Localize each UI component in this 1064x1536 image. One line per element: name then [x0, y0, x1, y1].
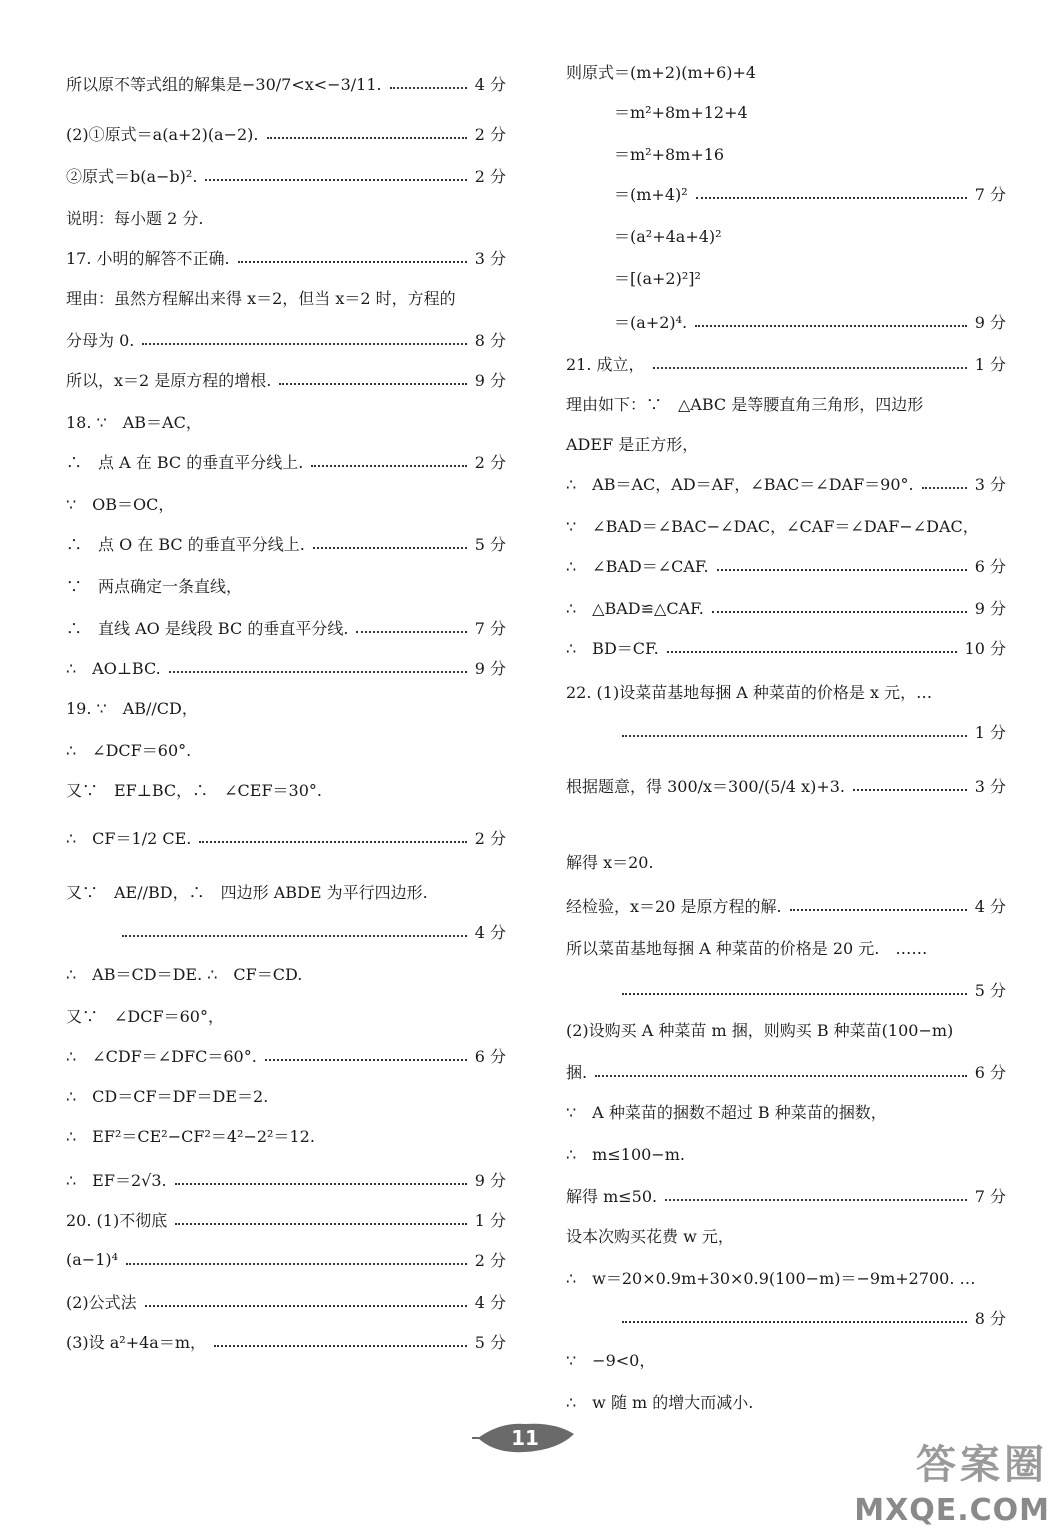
- answer-text: (2)①原式＝a(a+2)(a−2).: [66, 124, 259, 144]
- dot-leader: [279, 383, 466, 385]
- dot-leader: [790, 909, 967, 911]
- score: 9 分: [974, 598, 1006, 618]
- answer-text: ADEF 是正方形，: [566, 434, 699, 454]
- dot-leader: [622, 735, 967, 737]
- answer-text: ∴ AB＝AC，AD＝AF，∠BAC＝∠DAF＝90°.: [566, 474, 914, 494]
- answer-line: [66, 652, 506, 682]
- score: 6 分: [474, 1046, 506, 1066]
- answer-text: ∴ CF＝1/2 CE.: [66, 828, 192, 848]
- answer-text: ＝(a+2)⁴.: [614, 312, 688, 332]
- answer-text: 经检验，x＝20 是原方程的解.: [566, 896, 782, 916]
- answer-line: [66, 1286, 506, 1316]
- watermark-url: MXQE.COM: [854, 1493, 1050, 1528]
- answer-line: [566, 632, 1006, 662]
- score: 5 分: [474, 534, 506, 554]
- answer-text: ∴ AB＝CD＝DE. ∴ CF＝CD.: [66, 964, 303, 984]
- score: 7 分: [974, 1186, 1006, 1206]
- answer-text: ∴ BD＝CF.: [566, 638, 659, 658]
- page-number: 11: [511, 1426, 539, 1450]
- answer-text: 所以菜苗基地每捆 A 种菜苗的价格是 20 元. ……: [566, 938, 928, 958]
- dot-leader: [267, 137, 467, 139]
- answer-line: [566, 96, 1006, 126]
- answer-line: [566, 716, 1006, 746]
- answer-text: 设本次购买花费 w 元，: [566, 1226, 734, 1246]
- answer-line: [566, 510, 1006, 540]
- dot-leader: [622, 1321, 967, 1323]
- answer-line: [66, 612, 506, 642]
- dot-leader: [595, 1075, 967, 1077]
- dot-leader: [313, 547, 467, 549]
- answer-line: [66, 734, 506, 764]
- answer-text: ∴ w＝20×0.9m+30×0.9(100−m)＝−9m+2700. …: [566, 1268, 976, 1288]
- answer-line: [566, 178, 1006, 208]
- answer-line: [566, 1096, 1006, 1126]
- score: 5 分: [974, 980, 1006, 1000]
- score: 1 分: [474, 1210, 506, 1230]
- answer-line: [566, 550, 1006, 580]
- score: 10 分: [964, 638, 1006, 658]
- answer-line: [566, 1056, 1006, 1086]
- answer-text: ∴ 直线 AO 是线段 BC 的垂直平分线.: [66, 618, 349, 638]
- score: 2 分: [474, 166, 506, 186]
- answer-text: ＝(m+4)²: [614, 184, 688, 204]
- score: 3 分: [974, 776, 1006, 796]
- answer-text: 又∵ EF⊥BC，∴ ∠CEF＝30°.: [66, 780, 323, 800]
- answer-text: 理由：虽然方程解出来得 x＝2，但当 x＝2 时，方程的: [66, 288, 456, 308]
- answer-line: [566, 770, 1006, 800]
- answer-line: [66, 282, 506, 312]
- answer-line: [566, 1014, 1006, 1044]
- answer-text: ＝m²+8m+12+4: [614, 102, 748, 122]
- answer-line: [566, 138, 1006, 168]
- answer-text: 理由如下：∵ △ABC 是等腰直角三角形，四边形: [566, 394, 924, 414]
- dot-leader: [622, 993, 967, 995]
- answer-line: [566, 388, 1006, 418]
- answer-line: [66, 118, 506, 148]
- answer-line: [566, 974, 1006, 1004]
- dot-leader: [717, 569, 967, 571]
- answer-line: [566, 306, 1006, 336]
- answer-line: [566, 428, 1006, 458]
- answer-line: [566, 592, 1006, 622]
- answer-line: [566, 1180, 1006, 1210]
- answer-line: [66, 916, 506, 946]
- dot-leader: [265, 1059, 467, 1061]
- answer-text: 22. (1)设菜苗基地每捆 A 种菜苗的价格是 x 元，…: [566, 682, 933, 702]
- answer-text: ∴ w 随 m 的增大而减小.: [566, 1392, 754, 1412]
- answer-text: 20. (1)不彻底: [66, 1210, 168, 1230]
- answer-line: [66, 1164, 506, 1194]
- answer-line: [66, 488, 506, 518]
- dot-leader: [205, 179, 466, 181]
- answer-text: ∵ A 种菜苗的捆数不超过 B 种菜苗的捆数，: [566, 1102, 887, 1122]
- score: 9 分: [474, 370, 506, 390]
- answer-line: [566, 56, 1006, 86]
- answer-line: [66, 446, 506, 476]
- score: 2 分: [474, 124, 506, 144]
- answer-line: [566, 1386, 1006, 1416]
- answer-line: [66, 876, 506, 906]
- dot-leader: [695, 325, 967, 327]
- dot-leader: [665, 1199, 967, 1201]
- answer-text: ∴ 点 O 在 BC 的垂直平分线上.: [66, 534, 305, 554]
- score: 3 分: [474, 248, 506, 268]
- answer-text: 所以，x＝2 是原方程的增根.: [66, 370, 272, 390]
- score: 2 分: [474, 452, 506, 472]
- answer-text: ∴ △BAD≌△CAF.: [566, 598, 704, 618]
- score: 1 分: [974, 354, 1006, 374]
- dot-leader: [122, 935, 467, 937]
- answer-line: [66, 958, 506, 988]
- answer-text: 根据题意，得 300/x＝300/(5/4 x)+3.: [566, 776, 845, 796]
- answer-line: [566, 890, 1006, 920]
- dot-leader: [653, 367, 967, 369]
- answer-line: [566, 1344, 1006, 1374]
- answer-line: [566, 348, 1006, 378]
- answer-text: (2)设购买 A 种菜苗 m 捆，则购买 B 种菜苗(100−m): [566, 1020, 954, 1040]
- answer-line: [66, 528, 506, 558]
- answer-text: ∴ AO⊥BC.: [66, 658, 161, 678]
- answer-text: 21. 成立，: [566, 354, 645, 374]
- answer-text: 19. ∵ AB//CD，: [66, 698, 198, 718]
- answer-line: [66, 68, 506, 98]
- answer-line: [66, 202, 506, 232]
- score: 9 分: [474, 658, 506, 678]
- dot-leader: [853, 789, 967, 791]
- dot-leader: [238, 261, 467, 263]
- answer-line: [66, 1120, 506, 1150]
- answer-line: [566, 1262, 1006, 1292]
- answer-text: ∵ OB＝OC，: [66, 494, 175, 514]
- watermark-logo-text: 答案圈: [916, 1442, 1048, 1488]
- answer-line: [566, 1302, 1006, 1332]
- answer-line: [66, 1244, 506, 1274]
- score: 7 分: [474, 618, 506, 638]
- dot-leader: [390, 87, 467, 89]
- answer-text: 说明：每小题 2 分.: [66, 208, 204, 228]
- answer-line: [66, 324, 506, 354]
- answer-text: ∴ ∠CDF＝∠DFC＝60°.: [66, 1046, 257, 1066]
- score: 4 分: [474, 1292, 506, 1312]
- score: 8 分: [474, 330, 506, 350]
- dot-leader: [214, 1345, 467, 1347]
- answer-line: [66, 1000, 506, 1030]
- answer-line: [566, 220, 1006, 250]
- score: 2 分: [474, 1250, 506, 1270]
- score: 6 分: [974, 1062, 1006, 1082]
- answer-text: ②原式＝b(a−b)².: [66, 166, 198, 186]
- answer-line: [566, 1220, 1006, 1250]
- score: 9 分: [474, 1170, 506, 1190]
- answer-text: ∴ ∠DCF＝60°.: [66, 740, 192, 760]
- answer-line: [66, 1204, 506, 1234]
- score: 2 分: [474, 828, 506, 848]
- answer-text: 解得 x＝20.: [566, 852, 654, 872]
- answer-text: ∵ −9<0，: [566, 1350, 656, 1370]
- score: 6 分: [974, 556, 1006, 576]
- answer-text: 又∵ AE//BD，∴ 四边形 ABDE 为平行四边形.: [66, 882, 428, 902]
- answer-text: 捆.: [566, 1062, 588, 1082]
- answer-line: [66, 406, 506, 436]
- answer-line: [566, 1138, 1006, 1168]
- score: 4 分: [474, 74, 506, 94]
- dot-leader: [696, 197, 967, 199]
- answer-line: [66, 160, 506, 190]
- score: 9 分: [974, 312, 1006, 332]
- answer-line: [66, 570, 506, 600]
- answer-line: [66, 822, 506, 852]
- answer-text: (3)设 a²+4a＝m，: [66, 1332, 207, 1352]
- answer-text: ＝(a²+4a+4)²: [614, 226, 722, 246]
- answer-text: ∵ ∠BAD＝∠BAC−∠DAC，∠CAF＝∠DAF−∠DAC，: [566, 516, 979, 536]
- answer-line: [566, 676, 1006, 706]
- answer-line: [566, 262, 1006, 292]
- dot-leader: [667, 651, 957, 653]
- answer-text: ∴ EF²＝CE²−CF²＝4²−2²＝12.: [66, 1126, 315, 1146]
- answer-line: [66, 364, 506, 394]
- answer-text: 则原式＝(m+2)(m+6)+4: [566, 62, 757, 82]
- answer-text: ＝m²+8m+16: [614, 144, 725, 164]
- score: 5 分: [474, 1332, 506, 1352]
- answer-line: [66, 1040, 506, 1070]
- dot-leader: [126, 1263, 467, 1265]
- answer-text: 18. ∵ AB＝AC，: [66, 412, 202, 432]
- dot-leader: [356, 631, 466, 633]
- dot-leader: [311, 465, 466, 467]
- answer-text: ∴ m≤100−m.: [566, 1144, 685, 1164]
- answer-text: (2)公式法: [66, 1292, 137, 1312]
- dot-leader: [142, 343, 466, 345]
- score: 4 分: [974, 896, 1006, 916]
- score: 1 分: [974, 722, 1006, 742]
- answer-text: ∴ 点 A 在 BC 的垂直平分线上.: [66, 452, 304, 472]
- answer-text: (a−1)⁴: [66, 1249, 119, 1269]
- score: 4 分: [474, 922, 506, 942]
- dot-leader: [169, 671, 467, 673]
- dot-leader: [922, 487, 967, 489]
- dot-leader: [199, 841, 466, 843]
- answer-line: [566, 932, 1006, 962]
- answer-line: [66, 774, 506, 804]
- answer-line: [66, 242, 506, 272]
- score: 8 分: [974, 1308, 1006, 1328]
- score: 3 分: [974, 474, 1006, 494]
- answer-text: 解得 m≤50.: [566, 1186, 658, 1206]
- answer-text: ∴ EF＝2√3.: [66, 1170, 167, 1190]
- answer-text: 分母为 0.: [66, 330, 135, 350]
- dot-leader: [145, 1305, 467, 1307]
- answer-line: [566, 846, 1006, 876]
- score: 7 分: [974, 184, 1006, 204]
- answer-text: ∴ ∠BAD＝∠CAF.: [566, 556, 709, 576]
- answer-text: ∴ CD＝CF＝DF＝DE＝2.: [66, 1086, 269, 1106]
- answer-text: 所以原不等式组的解集是−30/7<x<−3/11.: [66, 74, 382, 94]
- answer-line: [566, 468, 1006, 498]
- answer-line: [66, 1080, 506, 1110]
- dot-leader: [712, 611, 967, 613]
- dot-leader: [175, 1223, 467, 1225]
- answer-text: ＝[(a+2)²]²: [614, 268, 701, 288]
- answer-line: [66, 692, 506, 722]
- answer-line: [66, 1326, 506, 1356]
- answer-text: 17. 小明的解答不正确.: [66, 248, 230, 268]
- dot-leader: [175, 1183, 467, 1185]
- answer-text: 又∵ ∠DCF＝60°，: [66, 1006, 224, 1026]
- answer-text: ∵ 两点确定一条直线，: [66, 576, 243, 596]
